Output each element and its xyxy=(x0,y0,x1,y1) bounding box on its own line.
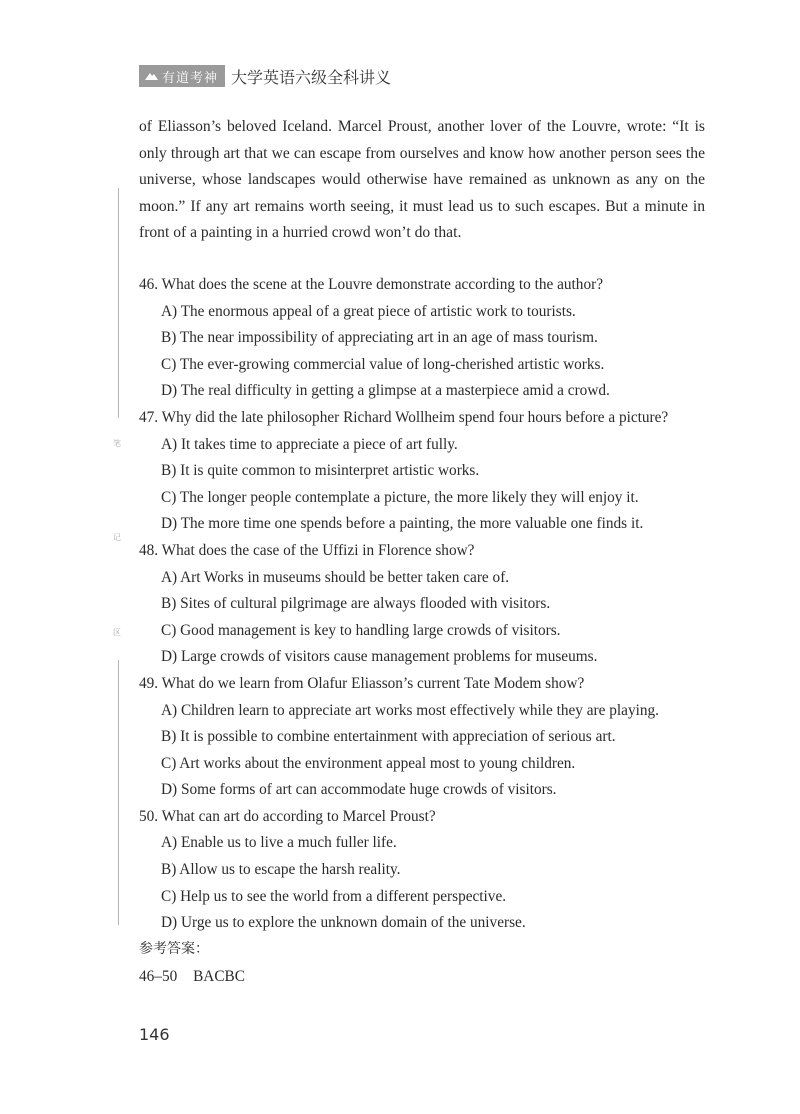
book-title: 大学英语六级全科讲义 xyxy=(231,67,392,87)
answer-option: C) The longer people contemplate a picture, the more likely they will enjoy it. xyxy=(161,488,639,506)
question-stem: 50. What can art do according to Marcel Proust? xyxy=(139,807,436,825)
page-header xyxy=(139,64,391,88)
answer-option: C) Good management is key to handling large crowds of visitors. xyxy=(161,621,561,639)
answer-option: D) The more time one spends before a painting, the more valuable one finds it. xyxy=(161,515,644,533)
answer-option: B) The near impossibility of appreciating art in an age of mass tourism. xyxy=(161,329,598,347)
answer-option: D) Some forms of art can accommodate huge crowds of visitors. xyxy=(161,781,557,799)
answer-key xyxy=(139,936,245,990)
question-item xyxy=(139,538,739,671)
question-item xyxy=(139,671,739,804)
question-item xyxy=(139,804,739,937)
answer-key-row xyxy=(139,963,245,990)
margin-note-mark: 区 xyxy=(113,628,121,637)
question-item xyxy=(139,405,739,538)
question-list xyxy=(139,272,739,937)
margin-note-mark: 记 xyxy=(113,533,121,542)
question-stem: 46. What does the scene at the Louvre demonstrate according to the author? xyxy=(139,276,603,293)
answer-option: D) Large crowds of visitors cause management problems for museums. xyxy=(161,648,598,666)
answer-option: D) Urge us to explore the unknown domain of the universe. xyxy=(161,914,526,932)
answer-key-label: 参考答案： xyxy=(139,941,209,957)
answer-option: B) Allow us to escape the harsh reality. xyxy=(161,861,401,879)
answer-option: B) It is possible to combine entertainment with appreciation of serious art. xyxy=(161,728,616,746)
question-stem: 48. What does the case of the Uffizi in Florence show? xyxy=(139,541,475,559)
page-number: 146 xyxy=(139,1025,170,1044)
question-stem: 49. What do we learn from Olafur Eliasson’s current Tate Modem show? xyxy=(139,674,585,692)
brand-mark-icon xyxy=(144,70,159,82)
answer-option: A) The enormous appeal of a great piece of artistic work to tourists. xyxy=(161,302,576,320)
brand-logo xyxy=(139,65,225,87)
answer-option: A) It takes time to appreciate a piece of art fully. xyxy=(161,435,458,453)
margin-rule xyxy=(118,660,119,925)
question-stem: 47. Why did the late philosopher Richard Wollheim spend four hours before a picture? xyxy=(139,408,669,426)
answer-range: 46–50 xyxy=(139,968,178,985)
brand-label: 有道考神 xyxy=(162,70,219,86)
answer-option: C) The ever-growing commercial value of long-cherished artistic works. xyxy=(161,355,605,373)
answer-option: A) Enable us to live a much fuller life. xyxy=(161,834,397,852)
answer-option: D) The real difficulty in getting a glimpse at a masterpiece amid a crowd. xyxy=(161,382,610,400)
margin-rule xyxy=(118,188,119,418)
question-item xyxy=(139,272,739,405)
answer-option: A) Children learn to appreciate art works most effectively while they are playing. xyxy=(161,701,659,719)
margin-note-mark: 笔 xyxy=(113,439,121,448)
answer-option: C) Art works about the environment appeal most to young children. xyxy=(161,754,576,772)
answer-letters: BACBC xyxy=(193,968,245,985)
answer-option: A) Art Works in museums should be better taken care of. xyxy=(161,568,510,586)
answer-option: B) It is quite common to misinterpret artistic works. xyxy=(161,462,480,480)
passage-text: of Eliasson’s beloved Iceland. Marcel Proust, another lover of the Louvre, wrote: “It is only through art that we can escape from ourselves and know how another person sees the universe, whose landscapes would otherwise have remained as unknown as any on the moon.” If any art remains worth seeing, it must lead us to such escapes. But a minute in front of a painting in a hurried crowd won’t do that. xyxy=(139,118,705,242)
answer-option: C) Help us to see the world from a different perspective. xyxy=(161,887,507,905)
answer-option: B) Sites of cultural pilgrimage are always flooded with visitors. xyxy=(161,595,551,613)
